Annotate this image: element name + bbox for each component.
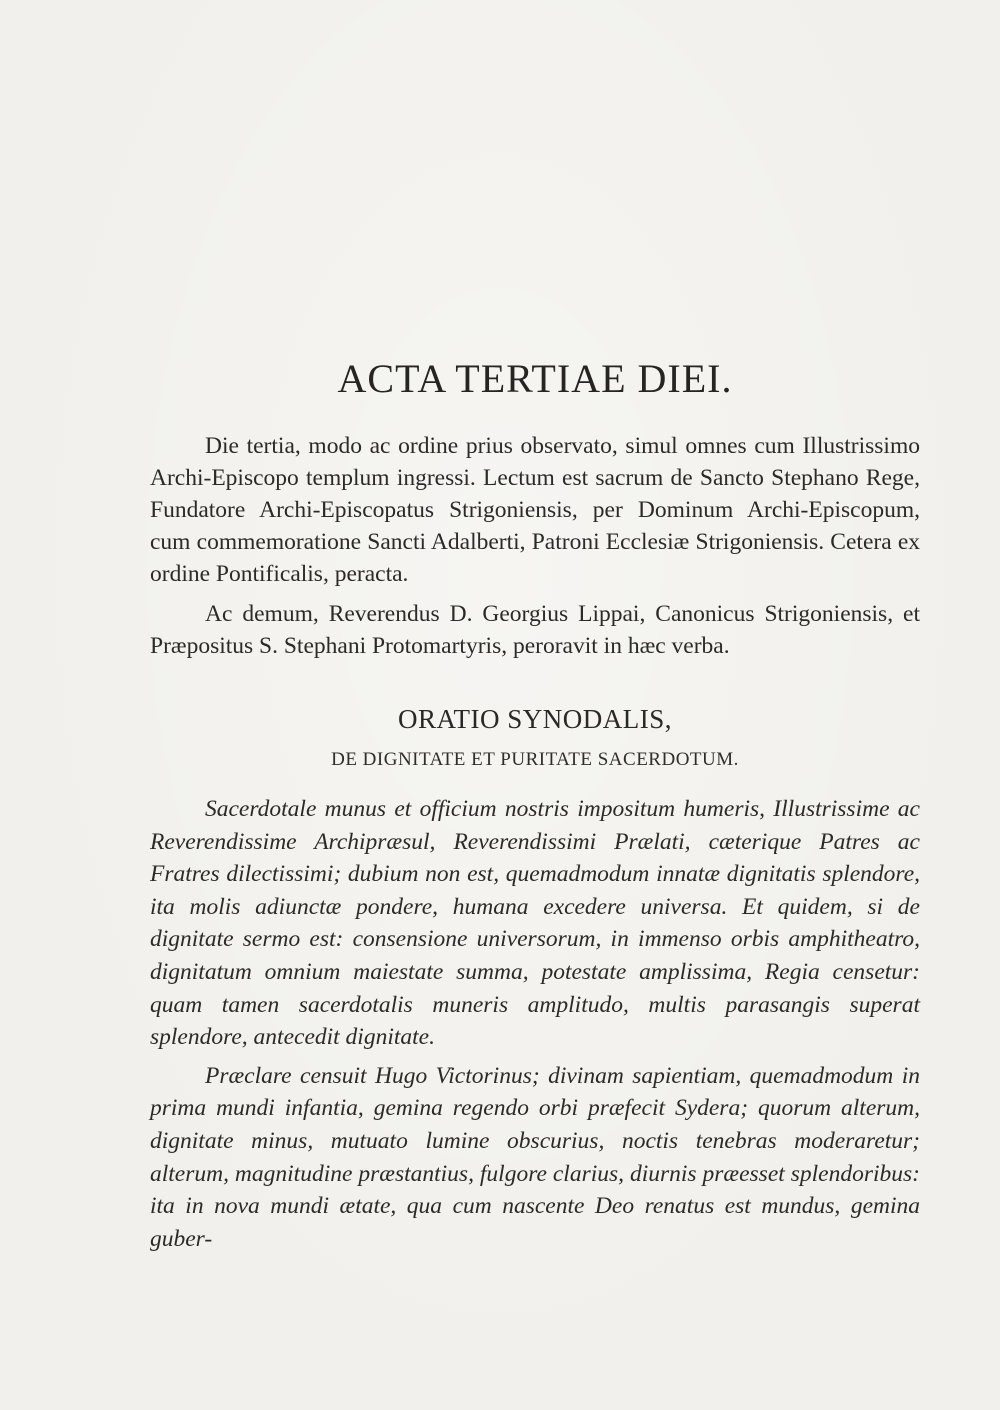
body-paragraph: Die tertia, modo ac ordine prius observato, simul omnes cum Illustrissimo Archi-Episcopo templum ingressi. Lectum est sacrum de Sancto Stephano Rege, Fundatore Archi-Episcopatus Strigoniensis, per Dominum Archi-Episcopum, cum commemoratione Sancti Adalberti, Patroni Ecclesiæ Strigoniensis. Cetera ex ordine Pontificalis, peracta. xyxy=(150,433,920,587)
oration-paragraph: Sacerdotale munus et officium nostris impositum humeris, Illustrissime ac Reverendissime Archipræsul, Reverendissimi Prælati, cæterique Patres ac Fratres dilectissimi; dubium non est, quemadmodum innatæ dignitatis splendore, ita molis adiunctæ pondere, humana excedere universa. Et quidem, si de dignitate sermo est: consensione universorum, in immenso orbis amphitheatro, dignitatum omnium maiestate summa, potestate amplissima, Regia censetur: quam tamen sacerdotalis muneris amplitudo, multis parasangis superat splendore, antecedit dignitate. xyxy=(150,796,920,1051)
page-content xyxy=(150,355,920,1255)
section-title: ORATIO SYNODALIS, xyxy=(397,704,672,734)
section-subtitle: DE DIGNITATE ET PURITATE SACERDOTUM. xyxy=(331,749,739,770)
page-title: ACTA TERTIAE DIEI. xyxy=(337,356,733,401)
oration-paragraph: Præclare censuit Hugo Victorinus; divinam sapientiam, quemadmodum in prima mundi infantia, gemina regendo orbi præfecit Sydera; quorum alterum, dignitate minus, mutuato lumine obscurius, noctis tenebras moderaretur; alterum, magnitudine præstantius, fulgore clarius, diurnis præesset splendoribus: ita in nova mundi ætate, qua cum nascente Deo renatus est mundus, gemina guber- xyxy=(150,1062,920,1252)
body-paragraph: Ac demum, Reverendus D. Georgius Lippai, Canonicus Strigoniensis, et Præpositus S. Stephani Protomartyris, peroravit in hæc verba. xyxy=(150,601,920,659)
